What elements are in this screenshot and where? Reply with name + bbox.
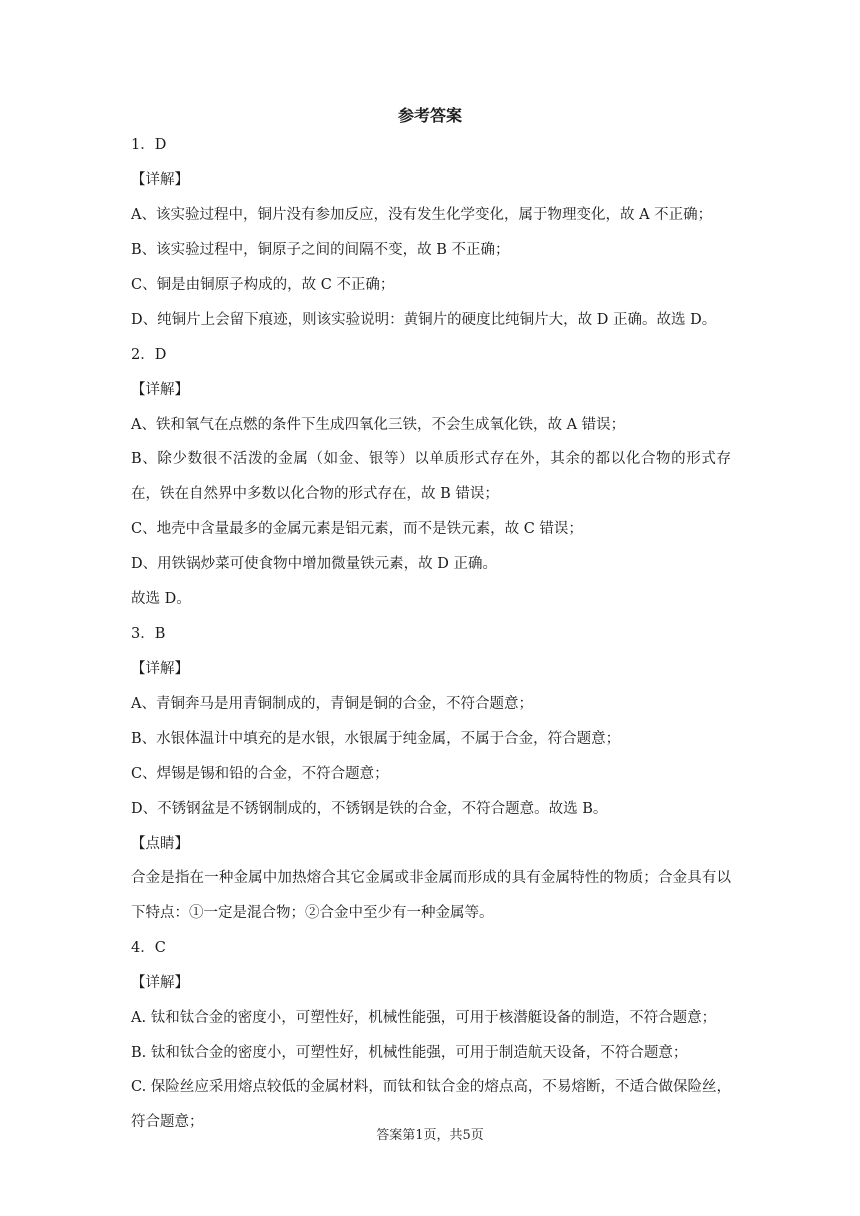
question-number: 4．C	[131, 940, 166, 956]
page-footer: 答案第1页，共5页	[376, 1128, 484, 1143]
question-number: 3．B	[131, 626, 166, 642]
explanation-line: B. 钛和钛合金的密度小，可塑性好，机械性能强，可用于制造航天设备，不符合题意；	[131, 1045, 688, 1061]
section-heading: 【详解】	[131, 172, 189, 188]
explanation-line: D、纯铜片上会留下痕迹，则该实验说明：黄铜片的硬度比纯铜片大，故 D 正确。故选 D。	[131, 312, 717, 328]
question-number: 2．D	[131, 347, 167, 363]
section-heading: 【详解】	[131, 975, 189, 991]
page-title: 参考答案	[397, 106, 462, 125]
explanation-line: B、该实验过程中，铜原子之间的间隔不变，故 B 不正确；	[131, 242, 510, 258]
explanation-line: C、铜是由铜原子构成的，故 C 不正确；	[131, 277, 395, 293]
explanation-line: C、地壳中含量最多的金属元素是铝元素，而不是铁元素，故 C 错误；	[131, 521, 583, 537]
explanation-line: A、该实验过程中，铜片没有参加反应，没有发生化学变化，属于物理变化，故 A 不正确；	[131, 207, 713, 223]
conclusion-line: 故选 D。	[131, 591, 191, 607]
section-heading: 【详解】	[131, 661, 189, 677]
explanation-line: A、青铜奔马是用青铜制成的，青铜是铜的合金，不符合题意；	[131, 696, 533, 712]
explanation-line: D、用铁锅炒菜可使食物中增加微量铁元素，故 D 正确。	[131, 556, 497, 572]
section-heading: 【详解】	[131, 382, 189, 398]
section-heading: 【点睛】	[131, 836, 189, 852]
explanation-line: C、焊锡是锡和铅的合金，不符合题意；	[131, 766, 389, 782]
explanation-line: A. 钛和钛合金的密度小，可塑性好，机械性能强，可用于核潜艇设备的制造，不符合题意；	[131, 1010, 717, 1026]
explanation-line: B、水银体温计中填充的是水银，水银属于纯金属，不属于合金，符合题意；	[131, 731, 621, 747]
explanation-line: D、不锈钢盆是不锈钢制成的，不锈钢是铁的合金，不符合题意。故选 B。	[131, 801, 608, 817]
explanation-line: A、铁和氧气在点燃的条件下生成四氧化三铁，不会生成氧化铁，故 A 错误；	[131, 417, 626, 433]
explanation-paragraph: B、除少数很不活泼的金属（如金、银等）以单质形式存在外，其余的都以化合物的形式存在，铁在自然界中多数以化合物的形式存在，故 B 错误；	[131, 451, 731, 502]
explanation-paragraph: C. 保险丝应采用熔点较低的金属材料，而钛和钛合金的熔点高，不易熔断，不适合做保险丝，符合题意；	[131, 1079, 731, 1130]
note-paragraph: 合金是指在一种金属中加热熔合其它金属或非金属而形成的具有金属特性的物质；合金具有以下特点：①一定是混合物；②合金中至少有一种金属等。	[131, 870, 731, 921]
question-number: 1．D	[131, 137, 167, 153]
answer-content	[131, 133, 731, 1145]
